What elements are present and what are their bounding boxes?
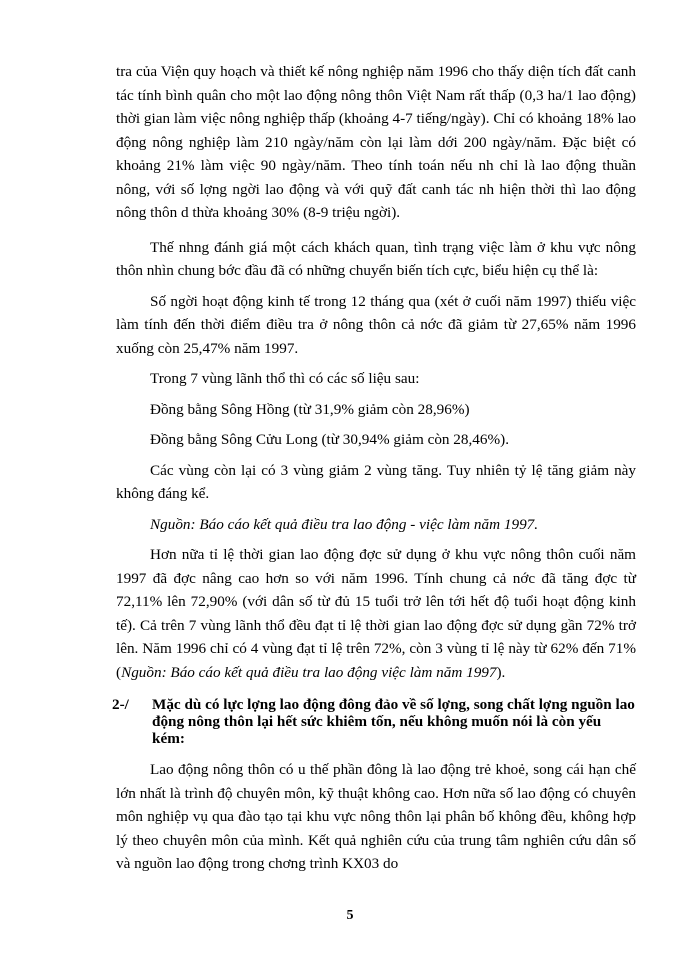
working-time-end: ). (496, 663, 506, 681)
list-item-red-river-delta: Đồng bằng Sông Hồng (từ 31,9% giảm còn 28,96%) (150, 400, 470, 418)
paragraph-positive-changes: Thế nhng đánh giá một cách khách quan, tình trạng việc làm ở khu vực nông thôn nhìn chung bớc đầu đã có những chuyển biến tích cực, biểu hiện cụ thể là: (116, 238, 636, 279)
paragraph-working-time (116, 543, 636, 684)
working-time-text: Hơn nữa tỉ lệ thời gian lao động đợc sử dụng ở khu vực nông thôn cuối năm 1997 đã đợc nâng cao hơn so với năm 1996. Tính chung cả nớc đã tăng đợc từ 72,11% lên 72,90% (với dân số từ đủ 15 tuổi trở lên tới hết độ tuổi hoạt động kinh tế). Cả trên 7 vùng lãnh thổ đều đạt tỉ lệ thời gian lao động đợc sử dụng gần 72% trở lên. Năm 1996 chỉ có 4 vùng đạt tỉ lệ trên 72%, còn 3 vùng tỉ lệ này từ 62% đến 71% ( (116, 546, 636, 681)
source-citation: Nguồn: Báo cáo kết quả điều tra lao động - việc làm năm 1997. (150, 515, 539, 533)
paragraph-underemployment: Số ngời hoạt động kinh tế trong 12 tháng qua (xét ở cuối năm 1997) thiếu việc làm tính đến thời điểm điều tra ở nông thôn cả nớc đã giảm từ 27,65% năm 1996 xuống còn 25,47% năm 1997. (116, 292, 636, 357)
list-item-mekong-delta: Đồng bằng Sông Cửu Long (từ 30,94% giảm còn 28,46%). (150, 431, 509, 448)
section-title: Mặc dù có lực lợng lao động đông đảo về số lợng, song chất lợng nguồn lao động nông thôn lại hết sức khiêm tốn, nếu không muốn nói là còn yếu kém: (152, 696, 635, 747)
section-heading (112, 696, 636, 747)
document-page (112, 60, 636, 876)
paragraph-land-statistics: tra của Viện quy hoạch và thiết kế nông nghiệp năm 1996 cho thấy diện tích đất canh tác tính bình quân cho một lao động nông thôn Việt Nam rất thấp (0,3 ha/1 lao động) thời gian làm việc nông nghiệp thấp (khoảng 4-7 tiếng/ngày). Chỉ có khoảng 18% lao động nông nghiệp làm 210 ngày/năm còn lại làm dới 200 ngày/năm. Đặc biệt có khoảng 21% làm việc 90 ngày/năm. Theo tính toán nếu nh chỉ là lao động thuần nông, với số lợng ngời lao động và với quỹ đất canh tác nh hiện thời thì lao động nông thôn d thừa khoảng 30% (8-9 triệu ngời). (116, 63, 636, 221)
page-number: 5 (346, 908, 354, 923)
paragraph-labor-quality: Lao động nông thôn có u thế phần đông là lao động trẻ khoẻ, song cái hạn chế lớn nhất là trình độ chuyên môn, kỹ thuật không cao. Hơn nữa số lao động có chuyên môn nghiệp vụ qua đào tạo tại khu vực nông thôn lại phân bố không đều, không hợp lý theo chuyên môn của mình. Kết quả nghiên cứu của trung tâm nghiên cứu dân số và nguồn lao động trong chơng trình KX03 do (116, 761, 636, 872)
inline-source-citation: Nguồn: Báo cáo kết quả điều tra lao động việc làm năm 1997 (121, 663, 497, 681)
paragraph-regions-intro: Trong 7 vùng lãnh thổ thì có các số liệu sau: (150, 370, 420, 387)
section-number: 2-/ (112, 696, 129, 713)
paragraph-other-regions: Các vùng còn lại có 3 vùng giảm 2 vùng tăng. Tuy nhiên tỷ lệ tăng giảm này không đáng kể. (116, 461, 636, 502)
